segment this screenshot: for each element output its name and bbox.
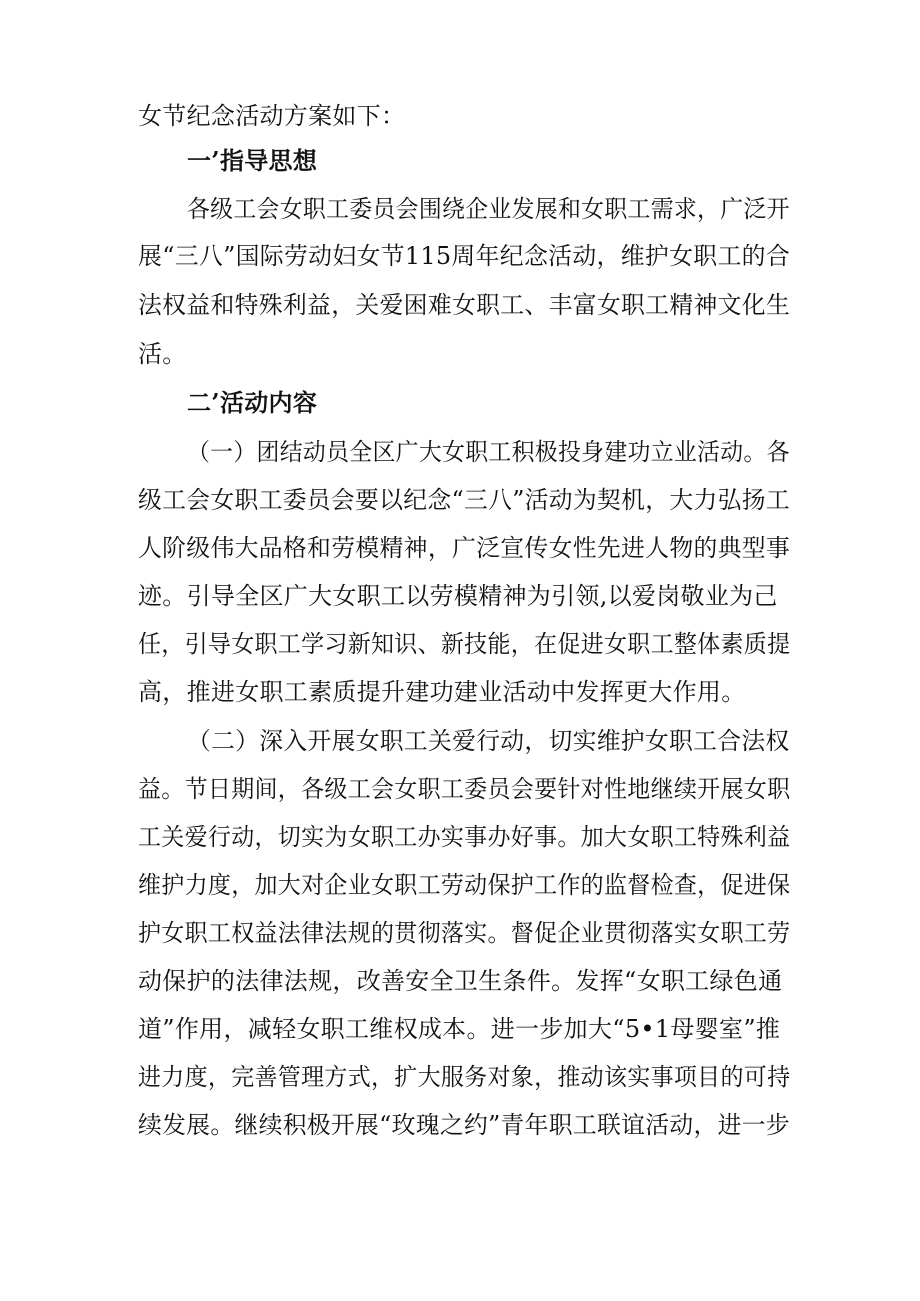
paragraph-line: 活。 xyxy=(138,340,187,368)
section-heading-guiding-thought: 一’指导思想 xyxy=(187,146,318,175)
paragraph-line: 道”作用，减轻女职工维权成本。进一步加大“5•1母婴室”推 xyxy=(138,1015,781,1043)
section-heading-activities: 二’活动内容 xyxy=(187,388,318,417)
paragraph-line: 迹。引导全区广大女职工以劳模精神为引领,以爱岗敬业为己 xyxy=(138,582,778,610)
paragraph-line: 护女职工权益法律法规的贯彻落实。督促企业贯彻落实女职工劳 xyxy=(138,919,791,947)
paragraph-line: 法权益和特殊利益，关爱困难女职工、丰富女职工精神文化生 xyxy=(138,291,791,319)
paragraph-line: 人阶级伟大品格和劳模精神，广泛宣传女性先进人物的典型事 xyxy=(138,534,791,562)
paragraph-line: （二）深入开展女职工关爱行动，切实维护女职工合法权 xyxy=(187,727,790,755)
paragraph-line: 维护力度，加大对企业女职工劳动保护工作的监督检查，促进保 xyxy=(138,871,791,899)
paragraph-line: 进力度，完善管理方式，扩大服务对象，推动该实事项目的可持 xyxy=(138,1063,791,1091)
paragraph-line: 动保护的法律法规，改善安全卫生条件。发挥“女职工绿色通 xyxy=(138,967,783,995)
paragraph-line: 级工会女职工委员会要以纪念“三八”活动为契机，大力弘扬工 xyxy=(138,486,790,514)
paragraph-line: 展“三八”国际劳动妇女节115周年纪念活动，维护女职工的合 xyxy=(138,242,791,270)
paragraph-line: 工关爱行动，切实为女职工办实事办好事。加大女职工特殊利益 xyxy=(138,823,791,851)
paragraph-line: 益。节日期间，各级工会女职工委员会要针对性地继续开展女职 xyxy=(138,775,791,803)
paragraph-line: （一）团结动员全区广大女职工积极投身建功立业活动。各 xyxy=(187,438,790,466)
paragraph-line: 高，推进女职工素质提升建功建业活动中发挥更大作用。 xyxy=(138,678,746,706)
paragraph-line: 各级工会女职工委员会围绕企业发展和女职工需求，广泛开 xyxy=(187,195,790,223)
paragraph-line: 任，引导女职工学习新知识、新技能，在促进女职工整体素质提 xyxy=(138,630,791,658)
paragraph-line: 续发展。继续积极开展“玫瑰之约”青年职工联谊活动，进一步 xyxy=(138,1111,790,1139)
intro-line: 女节纪念活动方案如下： xyxy=(138,102,406,130)
